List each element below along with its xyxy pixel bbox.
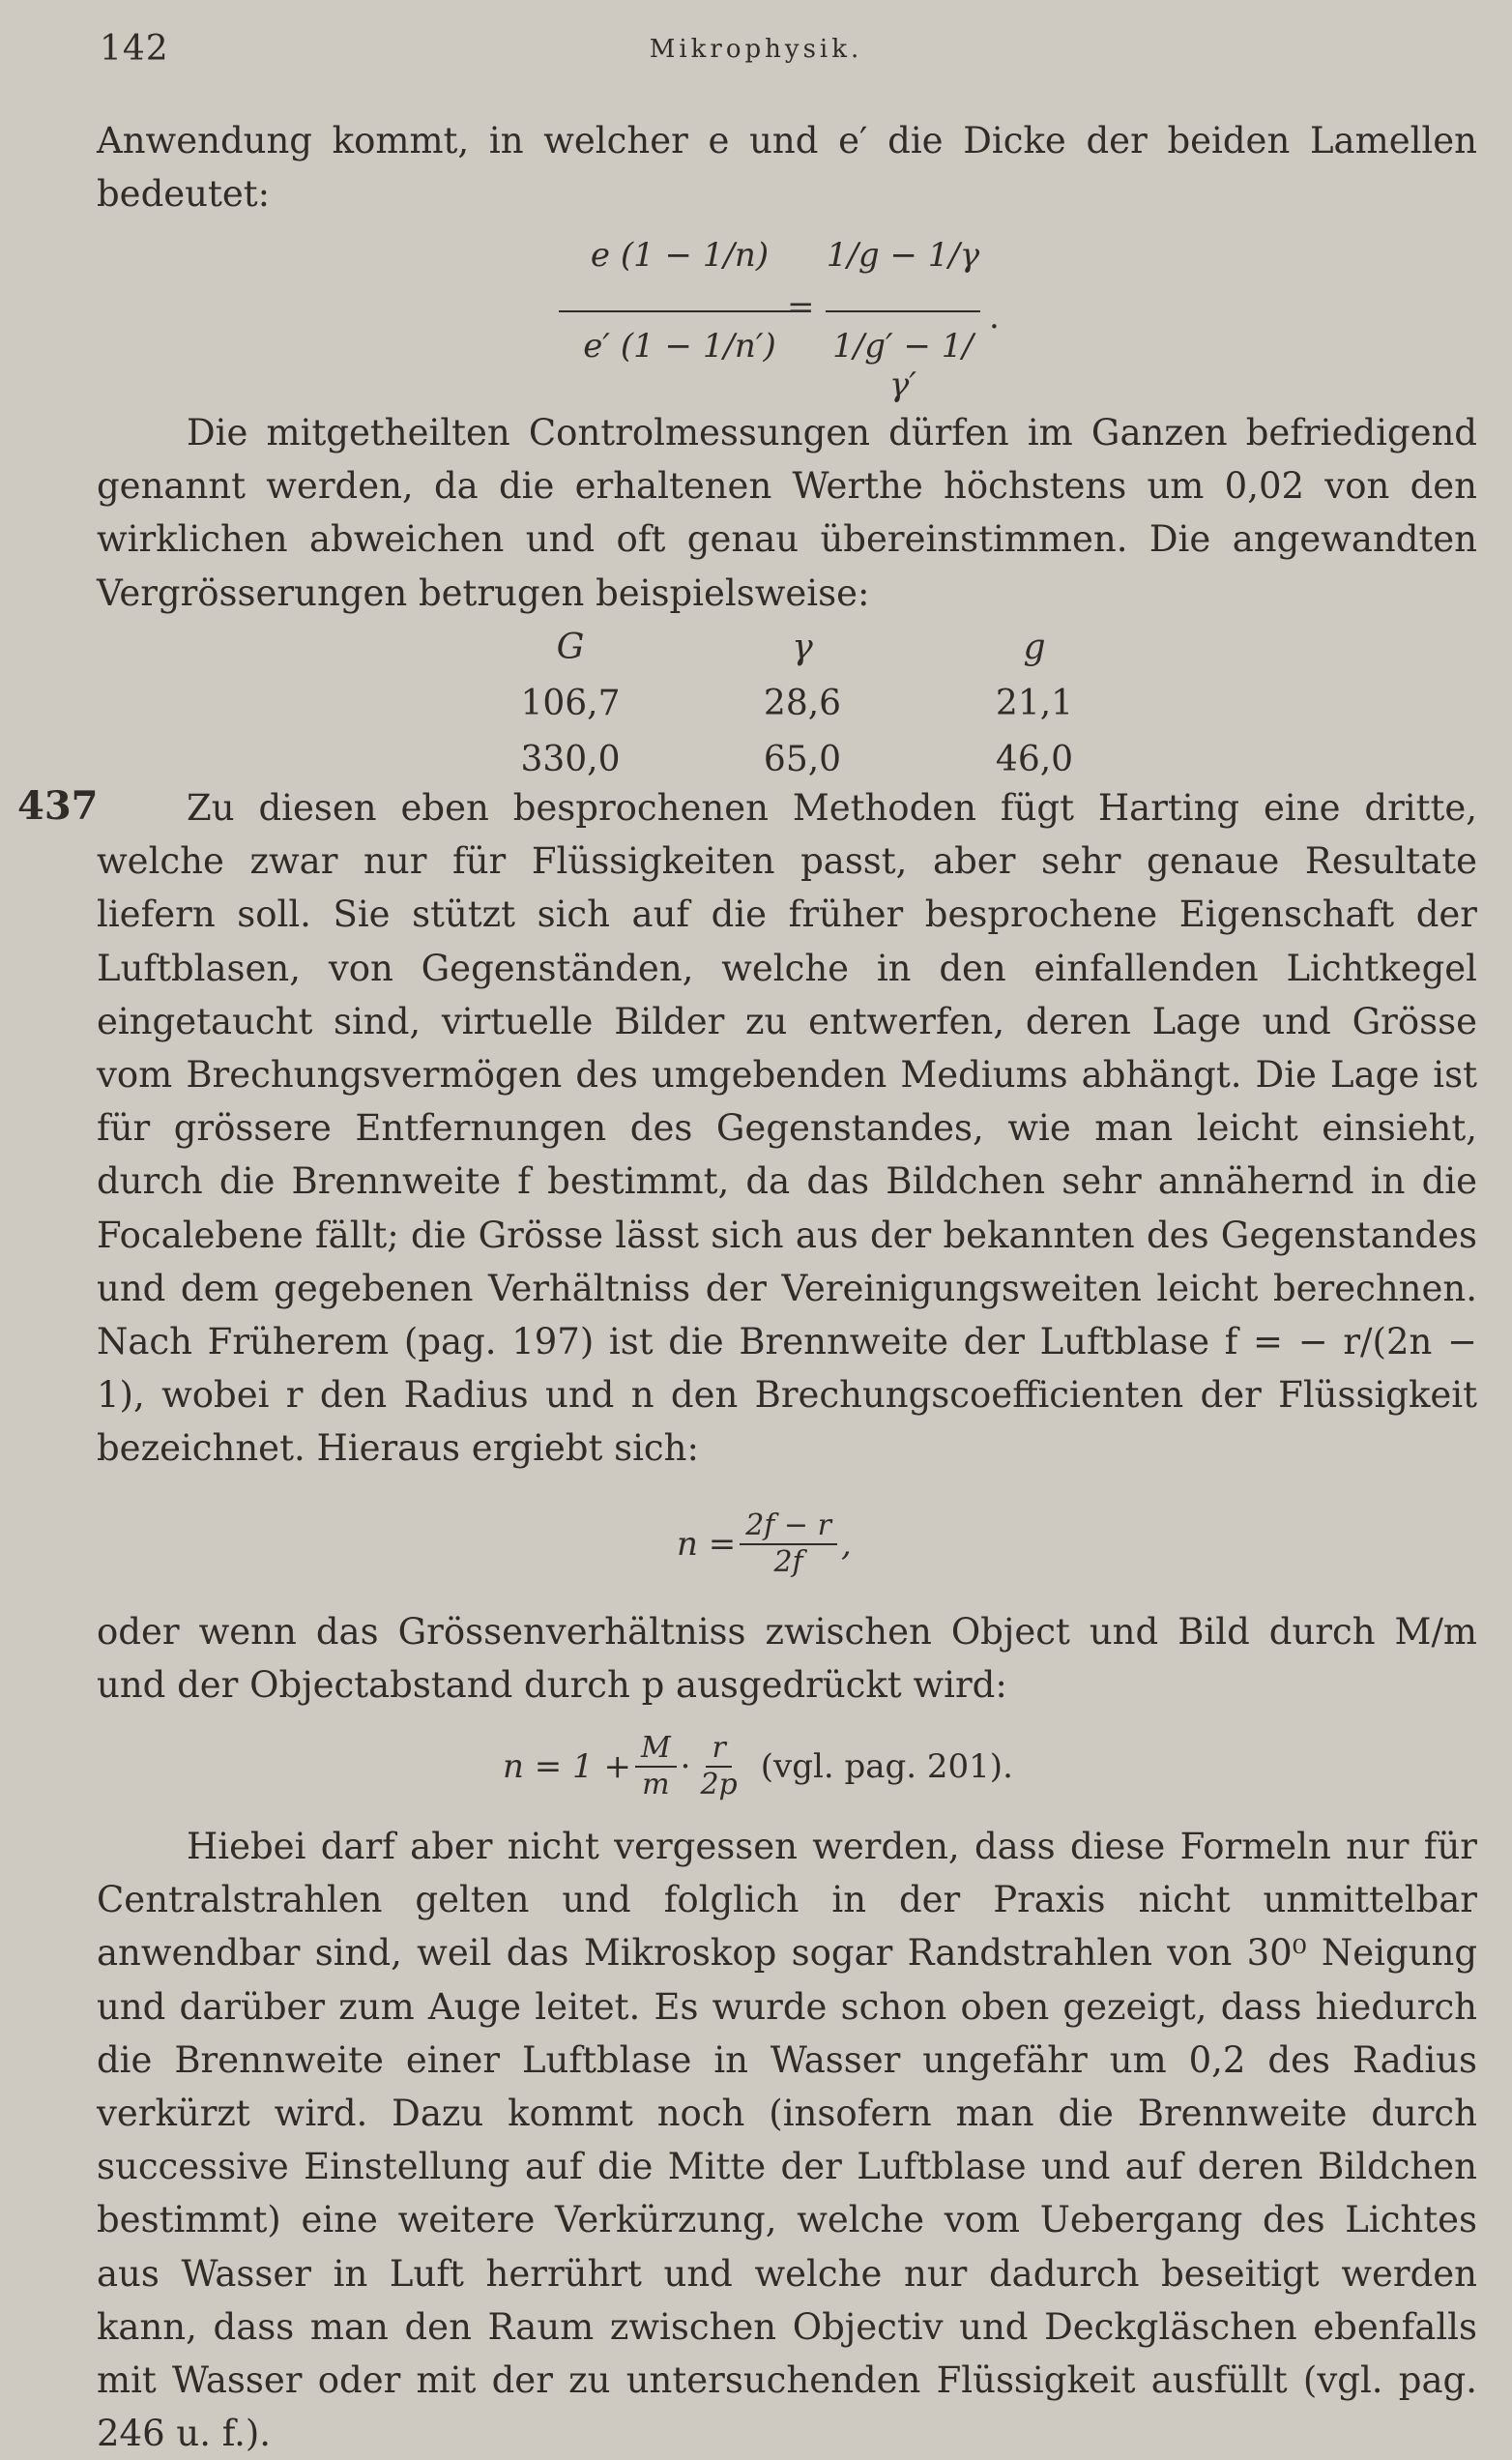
page-number: 142 bbox=[100, 29, 169, 69]
formula3-r-num: r bbox=[706, 1731, 731, 1768]
table-cell: 330,0 bbox=[520, 739, 621, 779]
paragraph-ratio: oder wenn das Grössenverhältniss zwischen Object und Bild durch M/m und der Objectabstand durch p ausgedrückt wird: bbox=[97, 1611, 1477, 1707]
formula2-num: 2f − r bbox=[740, 1508, 837, 1545]
formula2-den: 2f bbox=[773, 1545, 803, 1579]
running-title: Mikrophysik. bbox=[649, 35, 863, 64]
formula1-num-left: e (1 − 1/n) bbox=[590, 236, 770, 275]
formula2-fraction bbox=[740, 1508, 837, 1580]
formula-n bbox=[677, 1508, 852, 1580]
table-header-cell: γ bbox=[792, 627, 813, 667]
table-cell: 46,0 bbox=[995, 739, 1074, 779]
formula2-end: , bbox=[840, 1525, 852, 1564]
formula3-reference: (vgl. pag. 201). bbox=[760, 1747, 1013, 1786]
formula1-equals: = bbox=[787, 288, 815, 327]
table-cell: 65,0 bbox=[763, 739, 842, 779]
formula3-lhs: n = 1 + bbox=[503, 1747, 631, 1786]
paragraph-437: Zu diesen eben besprochenen Methoden fügt Harting eine dritte, welche zwar nur für Flüssigkeiten passt, aber sehr genaue Resultate liefern soll. Sie stützt sich auf die früher besprochene Eigenschaft der Luftblasen, von Gegenständen, welche in den einfallenden Lichtkegel eingetaucht sind, virtuelle Bilder zu entwerfen, deren Lage und Grösse vom Brechungsvermögen des umgebenden Mediums abhängt. Die Lage ist für grössere Entfernungen des Gegenstandes, wie man leicht einsieht, durch die Brennweite f bestimmt, da das Bildchen sehr annähernd in die Focalebene fällt; die Grösse lässt sich aus der bekannten des Gegenstandes und dem gegebenen Verhältniss der Vereinigungsweiten leicht berechnen. Nach Früherem (pag. 197) ist die Brennweite der Luftblase f = − r/(2n − 1), wobei r den Radius und n den Brechungscoefficienten der Flüssigkeit bezeichnet. Hieraus ergiebt sich: bbox=[97, 787, 1477, 1470]
formula-n-ratio bbox=[503, 1731, 1013, 1802]
table-cell: 21,1 bbox=[995, 683, 1074, 723]
section-number: 437 bbox=[17, 783, 99, 829]
table-header-row bbox=[454, 619, 1150, 675]
formula3-m-fraction bbox=[635, 1731, 677, 1802]
table-row bbox=[454, 675, 1150, 731]
formula1-den-right: 1/g′ − 1/γ′ bbox=[832, 327, 974, 404]
table-header-cell: G bbox=[556, 627, 585, 667]
formula2-lhs: n = bbox=[677, 1525, 737, 1564]
magnification-table bbox=[454, 619, 1150, 787]
paragraph-final: Hiebei darf aber nicht vergessen werden, dass diese Formeln nur für Centralstrahlen gelten und folglich in der Praxis nicht unmittelbar anwendbar sind, weil das Mikroskop sogar Randstrahlen von 30⁰ Neigung und darüber zum Auge leitet. Es wurde schon oben gezeigt, dass hiedurch die Brennweite einer Luftblase in Wasser ungefähr um 0,2 des Radius verkürzt wird. Dazu kommt noch (insofern man die Brennweite durch successive Einstellung auf die Mitte der Luftblase und auf deren Bildchen bestimmt) eine weitere Verkürzung, welche vom Uebergang des Lichtes aus Wasser in Luft herrührt und welche nur dadurch beseitigt werden kann, dass man den Raum zwischen Objectiv und Deckgläschen ebenfalls mit Wasser oder mit der zu untersuchenden Flüssigkeit ausfüllt (vgl. pag. 246 u. f.). bbox=[97, 1826, 1477, 2455]
table-row bbox=[454, 731, 1150, 787]
paragraph-intro: Anwendung kommt, in welcher e und e′ die Dicke der beiden Lamellen bedeutet: bbox=[97, 120, 1477, 216]
table-cell: 28,6 bbox=[763, 683, 842, 723]
formula3-r-den: 2p bbox=[700, 1768, 738, 1801]
paragraph-control: Die mitgetheilten Controlmessungen dürfen im Ganzen befriedigend genannt werden, da die erhaltenen Werthe höchstens um 0,02 von den wirklichen abweichen und oft genau übereinstimmen. Die angewandten Vergrösserungen betrugen beispielsweise: bbox=[97, 412, 1477, 614]
formula1-end: . bbox=[989, 298, 1000, 337]
formula1-num-right: 1/g − 1/γ bbox=[826, 236, 980, 275]
formula3-r-fraction bbox=[694, 1731, 742, 1802]
table-header-cell: g bbox=[1023, 627, 1046, 667]
formula3-m-num: M bbox=[635, 1731, 677, 1768]
formula-lamellen bbox=[559, 220, 1013, 404]
table-cell: 106,7 bbox=[520, 683, 621, 723]
formula3-dot: · bbox=[680, 1747, 691, 1786]
formula1-den-left: e′ (1 − 1/n′) bbox=[583, 327, 776, 366]
formula3-m-den: m bbox=[642, 1768, 670, 1801]
